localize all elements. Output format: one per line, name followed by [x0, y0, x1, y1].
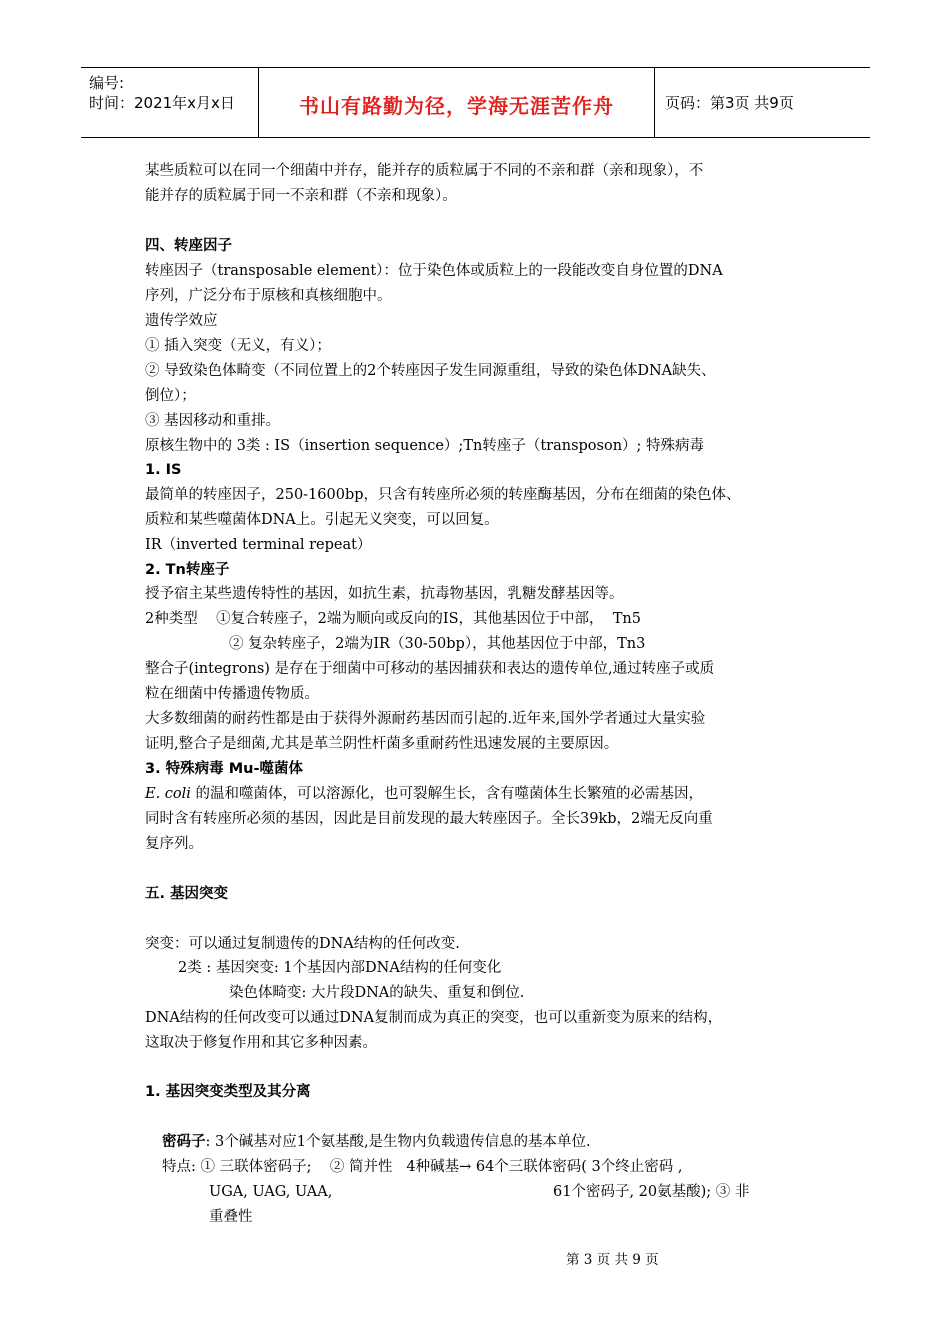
paragraph-line [145, 784, 703, 804]
term-codon: 密码子 [162, 1134, 206, 1150]
paragraph-line: 序列，广泛分布于原核和真核细胞中。 [145, 288, 392, 304]
subsection-heading: 1. 基因突变类型及其分离 [145, 1084, 311, 1100]
header-page-cell [655, 68, 870, 137]
paragraph-text: 的温和噬菌体，可以溶源化，也可裂解生长，含有噬菌体生长繁殖的必需基因， [190, 786, 704, 802]
page-footer: 第 3 页 共 9 页 [566, 1252, 659, 1268]
subsection-heading: 2. Tn转座子 [145, 562, 230, 578]
paragraph-line: 2类 : 基因突变: 1个基因内部DNA结构的任何变化 [178, 960, 502, 976]
paragraph-line: 复序列。 [145, 836, 203, 852]
paragraph-line [162, 1132, 591, 1152]
document-date-label: 时间：2021年x月x日 [89, 94, 235, 112]
paragraph-line: 质粒和某些噬菌体DNA上。引起无义突变，可以回复。 [145, 512, 499, 528]
paragraph-line: 整合子(integrons) 是存在于细菌中可移动的基因捕获和表达的遗传单位,通过转座子或质 [145, 661, 715, 677]
header-page-number: 页码：第3页 共9页 [665, 94, 794, 112]
paragraph-line: 能并存的质粒属于同一不亲和群（不亲和现象）。 [145, 188, 457, 204]
species-name: E. coli [145, 786, 191, 802]
list-item: ② 导致染色体畸变（不同位置上的2个转座因子发生同源重组，导致的染色体DNA缺失、 [145, 363, 716, 379]
paragraph-line: 这取决于修复作用和其它多种因素。 [145, 1035, 377, 1051]
paragraph-line: 重叠性 [209, 1209, 253, 1225]
header-motto-cell [259, 68, 655, 137]
paragraph-line: 授予宿主某些遗传特性的基因，如抗生素，抗毒物基因，乳糖发酵基因等。 [145, 586, 624, 602]
section-heading: 四、转座因子 [145, 238, 232, 254]
paragraph-line: 突变：可以通过复制遗传的DNA结构的任何改变. [145, 936, 460, 952]
document-number-label: 编号: [89, 74, 125, 92]
list-item: ③ 基因移动和重排。 [145, 413, 281, 429]
paragraph-line: 遗传学效应 [145, 313, 218, 329]
list-item: ① 插入突变（无义，有义）； [145, 338, 331, 354]
page-header [81, 67, 870, 138]
header-info-cell [81, 68, 259, 137]
paragraph-line: 61个密码子, 20氨基酸); ③ 非 [553, 1184, 750, 1200]
paragraph-text: : 3个碱基对应1个氨基酸,是生物内负载遗传信息的基本单位. [205, 1134, 591, 1150]
paragraph-line: ② 复杂转座子，2端为IR（30-50bp），其他基因位于中部，Tn3 [229, 636, 646, 652]
paragraph-line: 染色体畸变: 大片段DNA的缺失、重复和倒位. [229, 985, 525, 1001]
paragraph-line: 最简单的转座因子，250-1600bp，只含有转座所必须的转座酶基因，分布在细菌的染色体、 [145, 487, 741, 503]
paragraph-line: 同时含有转座所必须的基因，因此是目前发现的最大转座因子。全长39kb，2端无反向重 [145, 811, 713, 827]
paragraph-line: 粒在细菌中传播遗传物质。 [145, 686, 319, 702]
paragraph-line: DNA结构的任何改变可以通过DNA复制而成为真正的突变，也可以重新变为原来的结构， [145, 1010, 723, 1026]
paragraph-line: 原核生物中的 3类 : IS（insertion sequence）;Tn转座子（transposon）; 特殊病毒 [145, 438, 705, 454]
paragraph-line: 某些质粒可以在同一个细菌中并存，能并存的质粒属于不同的不亲和群（亲和现象），不 [145, 163, 704, 179]
section-heading: 五. 基因突变 [145, 886, 229, 902]
paragraph-line: 大多数细菌的耐药性都是由于获得外源耐药基因而引起的.近年来,国外学者通过大量实验 [145, 711, 706, 727]
paragraph-line: 倒位）； [145, 388, 196, 404]
paragraph-line: 2种类型 ①复合转座子，2端为顺向或反向的IS，其他基因位于中部， Tn5 [145, 611, 641, 627]
paragraph-line: UGA, UAG, UAA, [209, 1184, 333, 1200]
paragraph-line: IR（inverted terminal repeat） [145, 537, 372, 553]
subsection-heading: 3. 特殊病毒 Mu-噬菌体 [145, 761, 303, 777]
paragraph-line: 证明,整合子是细菌,尤其是革兰阴性杆菌多重耐药性迅速发展的主要原因。 [145, 736, 619, 752]
paragraph-line: 转座因子（transposable element）：位于染色体或质粒上的一段能改变自身位置的DNA [145, 263, 723, 279]
paragraph-line: 特点: ① 三联体密码子; ② 简并性 4种碱基→ 64个三联体密码( 3个终止密码 , [162, 1159, 683, 1175]
subsection-heading: 1. IS [145, 462, 182, 478]
header-motto: 书山有路勤为径，学海无涯苦作舟 [299, 94, 614, 118]
